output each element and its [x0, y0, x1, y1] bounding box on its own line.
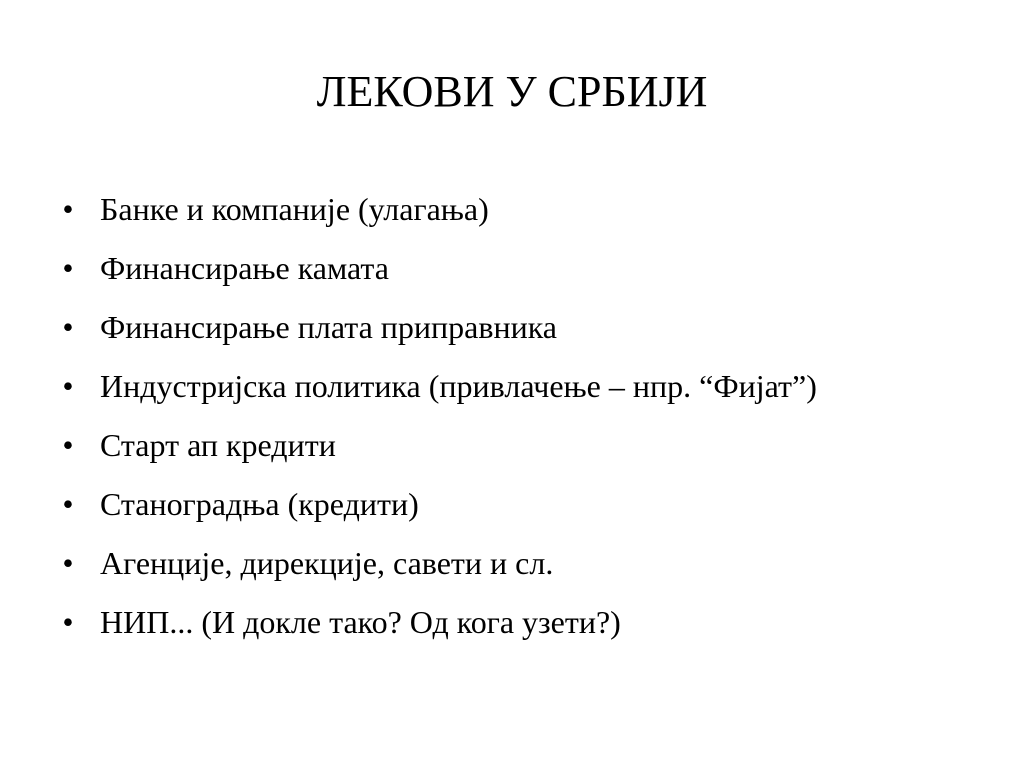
bullet-icon: •: [62, 545, 74, 581]
bullet-text: Финансирање плата приправника: [100, 309, 557, 345]
bullet-icon: •: [62, 427, 74, 463]
bullet-item: [58, 308, 978, 346]
bullet-list: [58, 190, 978, 662]
bullet-text: Агенције, дирекције, савети и сл.: [100, 545, 554, 581]
bullet-icon: •: [62, 604, 74, 640]
bullet-text: НИП... (И докле тако? Од кога узети?): [100, 604, 621, 640]
bullet-item: [58, 544, 978, 582]
slide-title: ЛЕКОВИ У СРБИЈИ: [316, 67, 708, 116]
bullet-text: Банке и компаније (улагања): [100, 191, 489, 227]
bullet-icon: •: [62, 250, 74, 286]
bullet-text: Станоградња (кредити): [100, 486, 419, 522]
bullet-item: [58, 367, 978, 405]
bullet-item: [58, 249, 978, 287]
bullet-icon: •: [62, 486, 74, 522]
bullet-icon: •: [62, 191, 74, 227]
bullet-text: Индустријска политика (привлачење – нпр. “Фијат”): [100, 368, 817, 404]
bullet-icon: •: [62, 309, 74, 345]
bullet-text: Старт ап кредити: [100, 427, 336, 463]
bullet-item: [58, 485, 978, 523]
bullet-item: [58, 190, 978, 228]
bullet-icon: •: [62, 368, 74, 404]
bullet-item: [58, 603, 978, 641]
bullet-text: Финансирање камата: [100, 250, 389, 286]
bullet-item: [58, 426, 978, 464]
